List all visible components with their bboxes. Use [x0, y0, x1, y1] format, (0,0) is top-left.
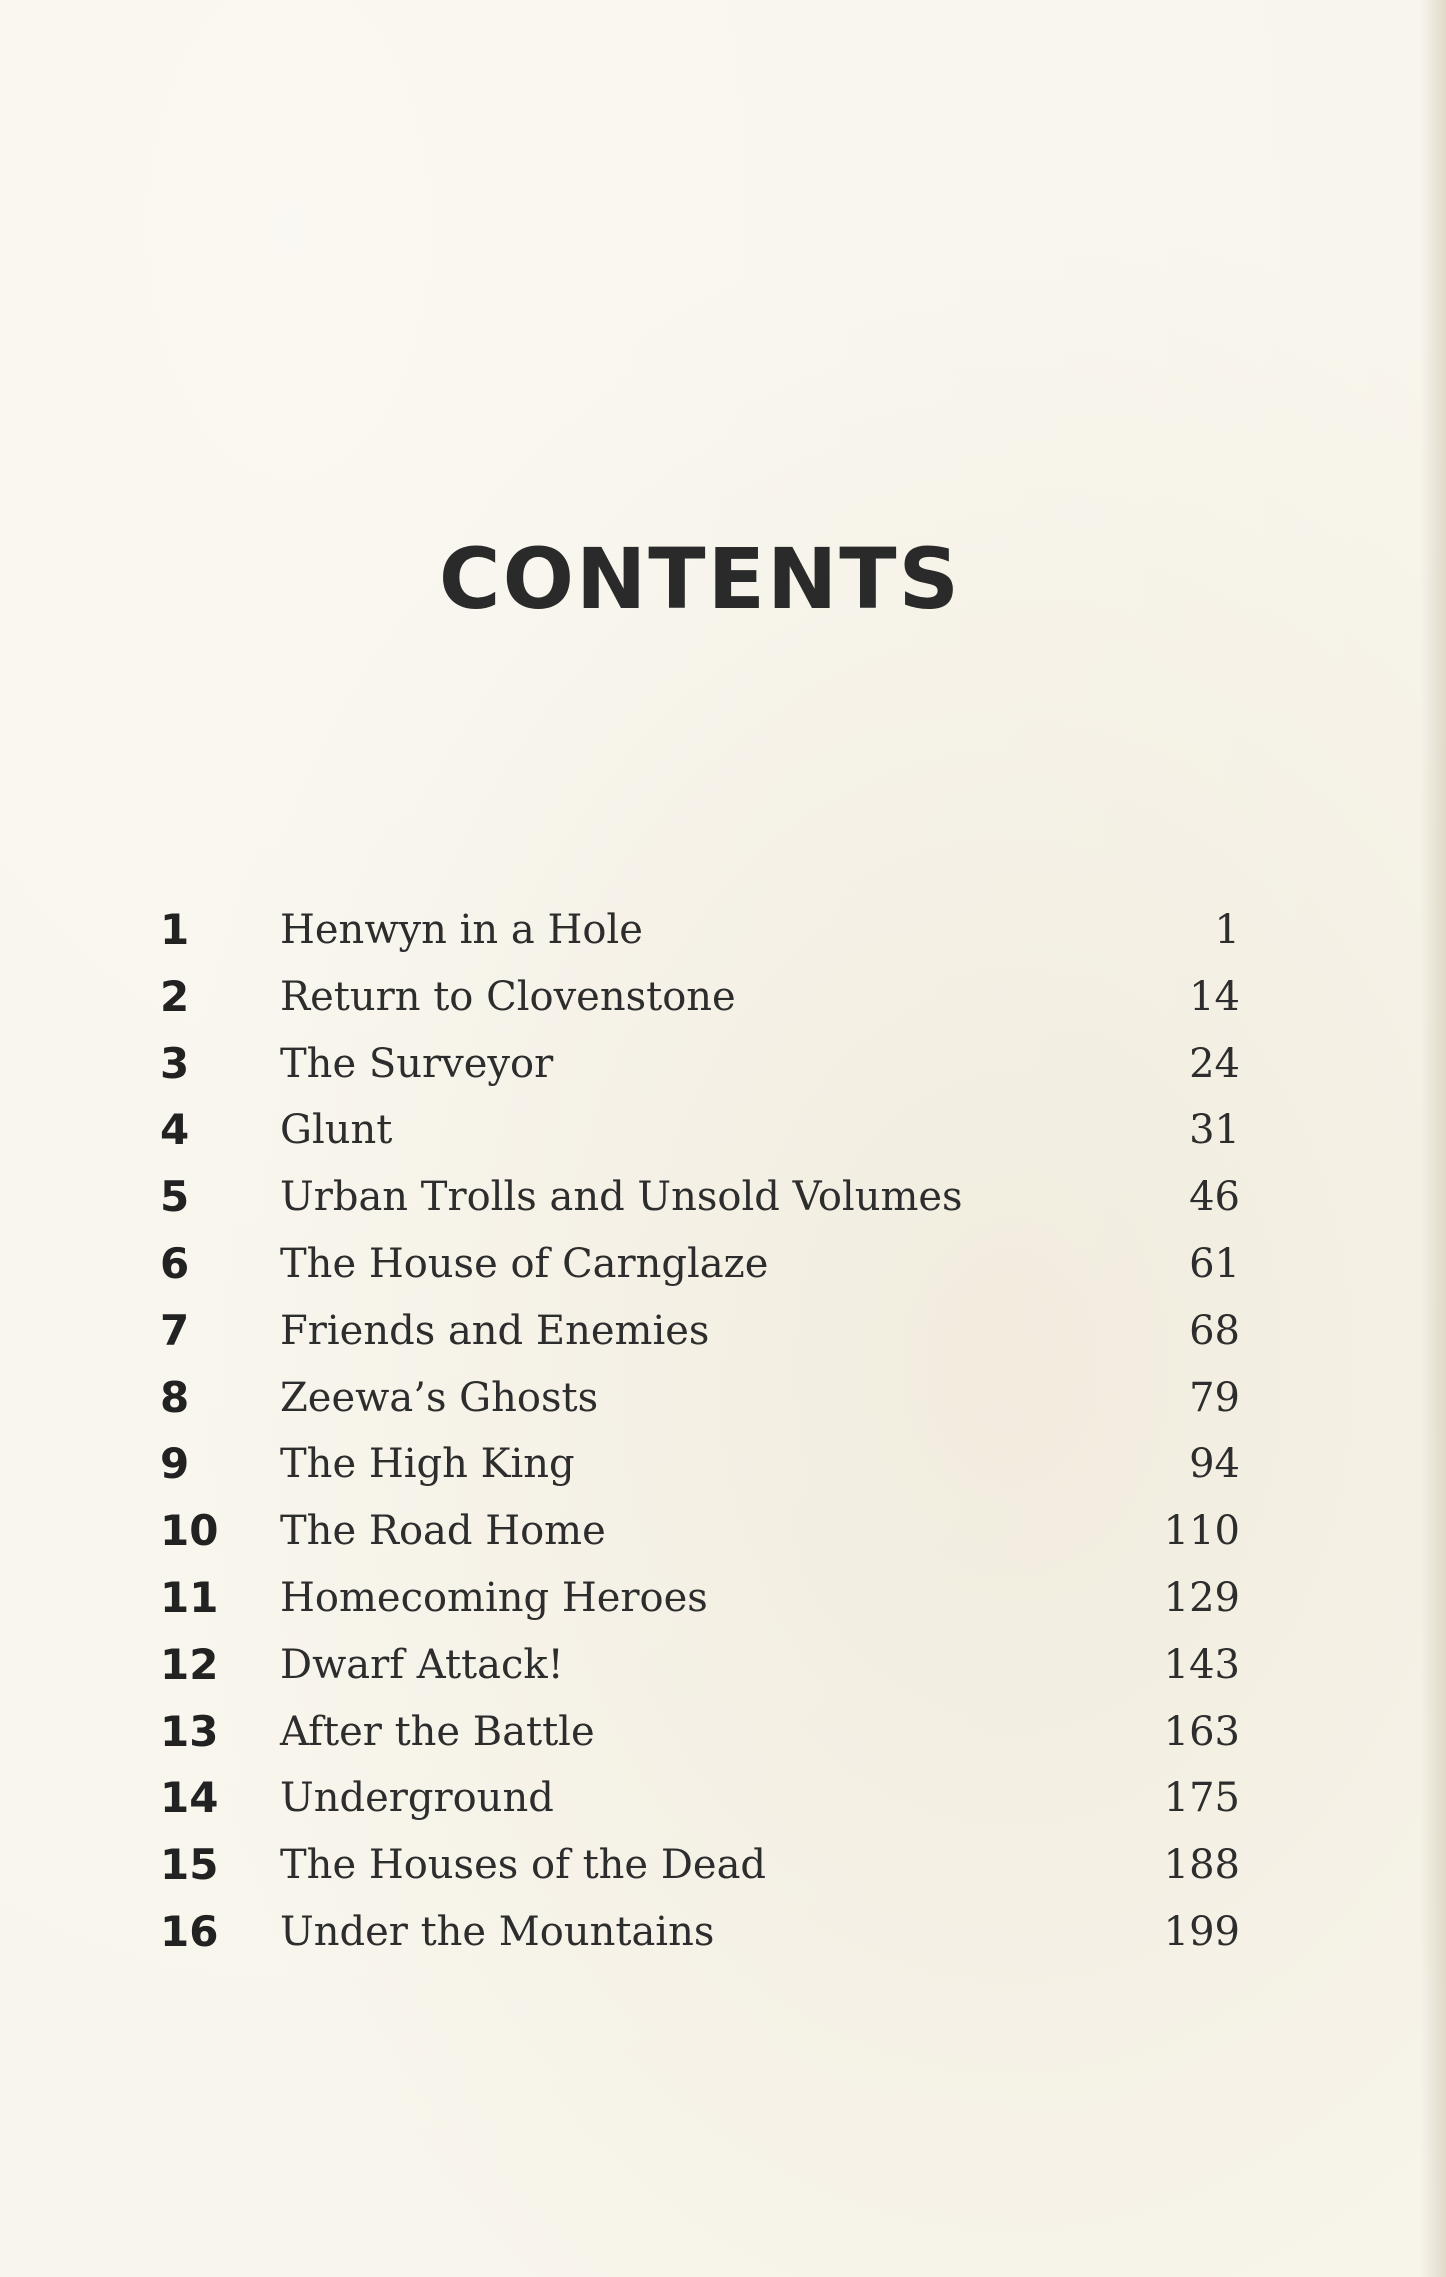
toc-row — [160, 1765, 1240, 1832]
chapter-page: 24 — [1189, 1040, 1240, 1087]
toc-row — [160, 1298, 1240, 1365]
chapter-number: 11 — [160, 1572, 219, 1622]
chapter-page: 199 — [1163, 1908, 1240, 1955]
chapter-number: 2 — [160, 971, 190, 1021]
chapter-number: 6 — [160, 1238, 190, 1288]
toc-row — [160, 1632, 1240, 1699]
toc-row — [160, 1164, 1240, 1231]
chapter-number: 16 — [160, 1906, 219, 1956]
chapter-title: The High King — [280, 1441, 575, 1488]
chapter-title: Urban Trolls and Unsold Volumes — [280, 1174, 963, 1221]
toc-row — [160, 1832, 1240, 1899]
page-edge-shadow — [1420, 0, 1446, 2277]
toc-row — [160, 1699, 1240, 1766]
chapter-title: Glunt — [280, 1107, 393, 1154]
chapter-title: Under the Mountains — [280, 1908, 715, 1955]
chapter-page: 1 — [1214, 907, 1240, 953]
chapter-page: 129 — [1163, 1574, 1240, 1621]
toc-row — [160, 1031, 1240, 1098]
chapter-title: Zeewa’s Ghosts — [280, 1374, 599, 1421]
chapter-page: 175 — [1163, 1775, 1240, 1822]
chapter-page: 94 — [1189, 1441, 1240, 1488]
chapter-page: 68 — [1189, 1307, 1240, 1354]
chapter-number: 5 — [160, 1172, 190, 1222]
chapter-number: 14 — [160, 1773, 219, 1823]
chapter-number: 13 — [160, 1706, 219, 1756]
chapter-page: 110 — [1163, 1508, 1240, 1555]
chapter-title: Friends and Enemies — [280, 1307, 710, 1354]
chapter-page: 46 — [1189, 1174, 1240, 1221]
chapter-title: Return to Clovenstone — [280, 973, 736, 1020]
toc-row — [160, 1431, 1240, 1498]
chapter-page: 31 — [1189, 1107, 1240, 1154]
chapter-title: The Surveyor — [280, 1040, 554, 1087]
chapter-number: 12 — [160, 1639, 219, 1689]
table-of-contents — [160, 897, 1240, 1966]
chapter-number: 9 — [160, 1439, 190, 1489]
chapter-number: 3 — [160, 1038, 190, 1088]
chapter-title: The House of Carnglaze — [280, 1240, 769, 1287]
chapter-page: 188 — [1163, 1842, 1240, 1889]
chapter-title: Dwarf Attack! — [280, 1641, 564, 1688]
toc-row — [160, 1899, 1240, 1966]
toc-row — [160, 1365, 1240, 1432]
chapter-page: 79 — [1189, 1374, 1240, 1421]
chapter-number: 7 — [160, 1305, 190, 1355]
chapter-page: 163 — [1163, 1708, 1240, 1755]
toc-row — [160, 964, 1240, 1031]
chapter-page: 14 — [1189, 973, 1240, 1020]
toc-row — [160, 1097, 1240, 1164]
chapter-number: 15 — [160, 1840, 219, 1890]
toc-row — [160, 1498, 1240, 1565]
chapter-number: 10 — [160, 1506, 219, 1556]
toc-row — [160, 897, 1240, 964]
toc-row — [160, 1231, 1240, 1298]
chapter-number: 8 — [160, 1372, 190, 1422]
chapter-title: After the Battle — [280, 1708, 595, 1755]
chapter-title: The Houses of the Dead — [280, 1842, 767, 1889]
chapter-title: Henwyn in a Hole — [280, 907, 643, 953]
chapter-number: 4 — [160, 1105, 190, 1155]
chapter-title: Underground — [280, 1775, 554, 1822]
chapter-page: 61 — [1189, 1240, 1240, 1287]
toc-row — [160, 1565, 1240, 1632]
page-title: CONTENTS — [438, 530, 962, 628]
chapter-title: The Road Home — [280, 1508, 606, 1555]
chapter-number: 1 — [160, 905, 190, 954]
chapter-page: 143 — [1163, 1641, 1240, 1688]
chapter-title: Homecoming Heroes — [280, 1574, 708, 1621]
